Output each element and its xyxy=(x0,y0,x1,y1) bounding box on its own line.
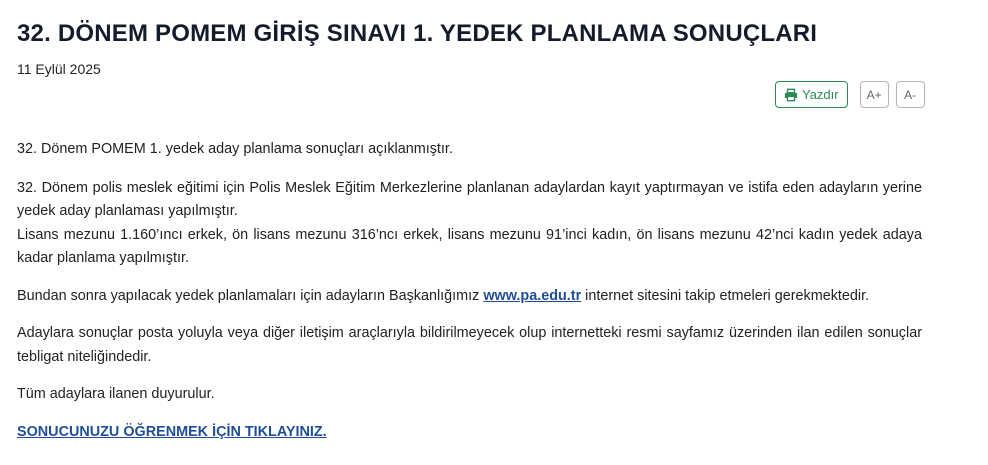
website-text-before: Bundan sonra yapılacak yedek planlamaları için adayların Başkanlığımız xyxy=(17,287,484,304)
paragraph-website xyxy=(17,285,922,309)
font-decrease-button[interactable]: A- xyxy=(896,81,925,108)
print-button[interactable] xyxy=(775,81,848,108)
article-toolbar xyxy=(775,80,925,109)
page-title: 32. DÖNEM POMEM GİRİŞ SINAVI 1. YEDEK PLANLAMA SONUÇLARI xyxy=(17,20,818,47)
result-link-row xyxy=(17,421,922,445)
font-increase-button[interactable]: A+ xyxy=(860,81,889,108)
publish-date: 11 Eylül 2025 xyxy=(17,61,101,77)
paragraph-announced: Tüm adaylara ilanen duyurulur. xyxy=(17,386,215,402)
website-text-after: internet sitesini takip etmeleri gerekmektedir. xyxy=(581,287,870,304)
print-button-label: Yazdır xyxy=(802,87,839,102)
paragraph-announcement: 32. Dönem POMEM 1. yedek aday planlama sonuçları açıklanmıştır. xyxy=(17,141,453,157)
paragraph-planning: 32. Dönem polis meslek eğitimi için Polis Meslek Eğitim Merkezlerine planlanan adaylardan kayıt yaptırmayan ve istifa eden adayların yerine yedek aday planlaması yapılmıştır. xyxy=(17,179,922,219)
article-body xyxy=(17,138,922,444)
paragraph-notification: Adaylara sonuçlar posta yoluyla veya diğer iletişim araçlarıyla bildirilmeyecek olup internetteki resmi sayfamız üzerinden ilan edilen sonuçlar tebligat niteliğindedir. xyxy=(17,325,922,365)
printer-icon xyxy=(784,88,798,102)
result-link[interactable]: SONUCUNUZU ÖĞRENMEK İÇİN TIKLAYINIZ. xyxy=(17,423,327,440)
paragraph-ranks: Lisans mezunu 1.160’ıncı erkek, ön lisans mezunu 316’ncı erkek, lisans mezunu 91’inci kadın, ön lisans mezunu 42’nci kadın yedek adaya kadar planlama yapılmıştır. xyxy=(17,226,922,266)
website-link[interactable]: www.pa.edu.tr xyxy=(483,287,582,304)
